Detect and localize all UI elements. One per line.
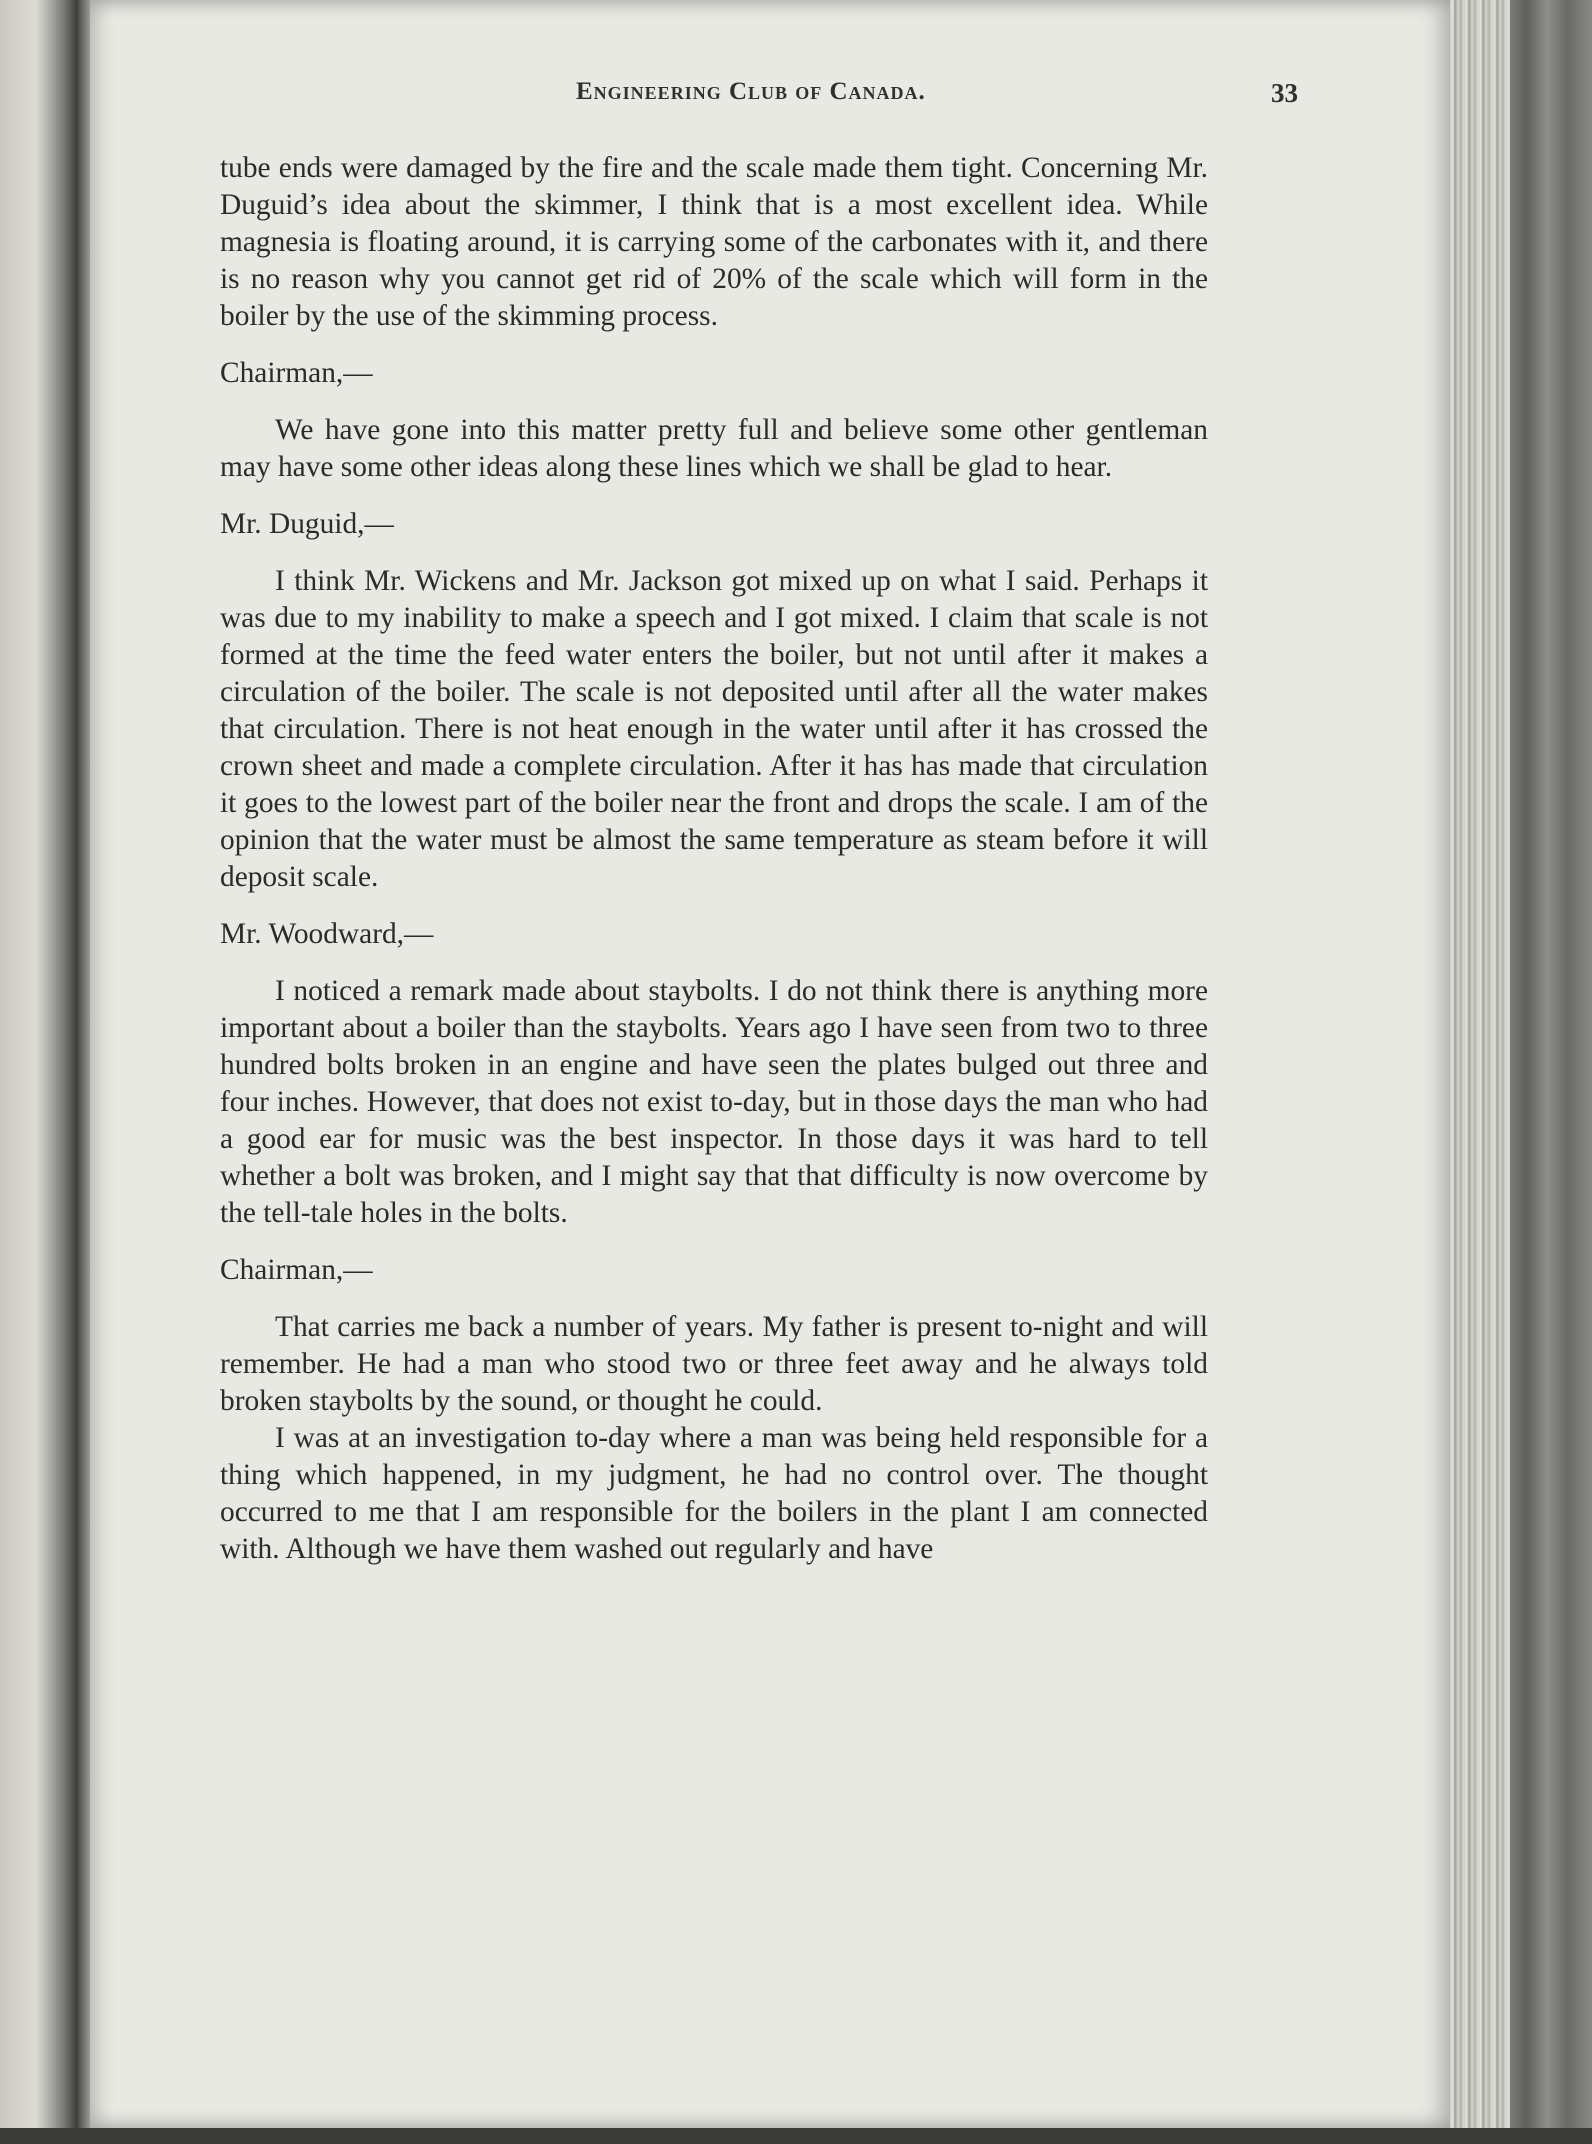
page-body [220, 150, 1208, 1568]
page-number: 33 [1271, 78, 1298, 108]
bottom-book-edge [0, 2128, 1592, 2144]
paragraph: We have gone into this matter pretty full and believe some other gentleman may have some other ideas along these lines which we shall be glad to hear. [220, 414, 1208, 483]
page-header [458, 78, 1298, 118]
paragraph: I think Mr. Wickens and Mr. Jackson got mixed up on what I said. Perhaps it was due to my inability to make a speech and I got mixed. I claim that scale is not formed at the time the feed water enters the boiler, but not until after it makes a circulation of the boiler. The scale is not deposited until after all the water makes that circulation. There is not heat enough in the water until after it has crossed the crown sheet and made a complete circulation. After it has has made that circulation it goes to the lowest part of the boiler near the front and drops the scale. I am of the opinion that the water must be almost the same temperature as steam before it will deposit scale. [220, 565, 1208, 893]
running-head: Engineering Club of Canada. [576, 78, 926, 105]
speaker-label: Mr. Woodward,— [220, 918, 434, 950]
book-page [90, 0, 1450, 2128]
speaker-label: Chairman,— [220, 1254, 373, 1286]
paragraph: I was at an investigation to-day where a man was being held responsible for a thing which happened, in my judgment, he had no control over. The thought occurred to me that I am responsible for the boilers in the plant I am connected with. Although we have them washed out regularly and have [220, 1422, 1208, 1565]
left-book-edge [0, 0, 90, 2144]
right-book-binding [1450, 0, 1592, 2144]
speaker-label: Chairman,— [220, 357, 373, 389]
paragraph-continuation: tube ends were damaged by the fire and the scale made them tight. Concerning Mr. Duguid’s idea about the skimmer, I think that is a most excellent idea. While magnesia is floating around, it is carrying some of the carbonates with it, and there is no reason why you cannot get rid of 20% of the scale which will form in the boiler by the use of the skimming process. [220, 152, 1208, 332]
paragraph: That carries me back a number of years. My father is present to-night and will remember. He had a man who stood two or three feet away and he always told broken staybolts by the sound, or thought he could. [220, 1311, 1208, 1417]
paragraph: I noticed a remark made about staybolts. I do not think there is anything more important about a boiler than the staybolts. Years ago I have seen from two to three hundred bolts broken in an engine and have seen the plates bulged out three and four inches. However, that does not exist to-day, but in those days the man who had a good ear for music was the best inspector. In those days it was hard to tell whether a bolt was broken, and I might say that that difficulty is now overcome by the tell-tale holes in the bolts. [220, 975, 1208, 1229]
speaker-label: Mr. Duguid,— [220, 508, 394, 540]
